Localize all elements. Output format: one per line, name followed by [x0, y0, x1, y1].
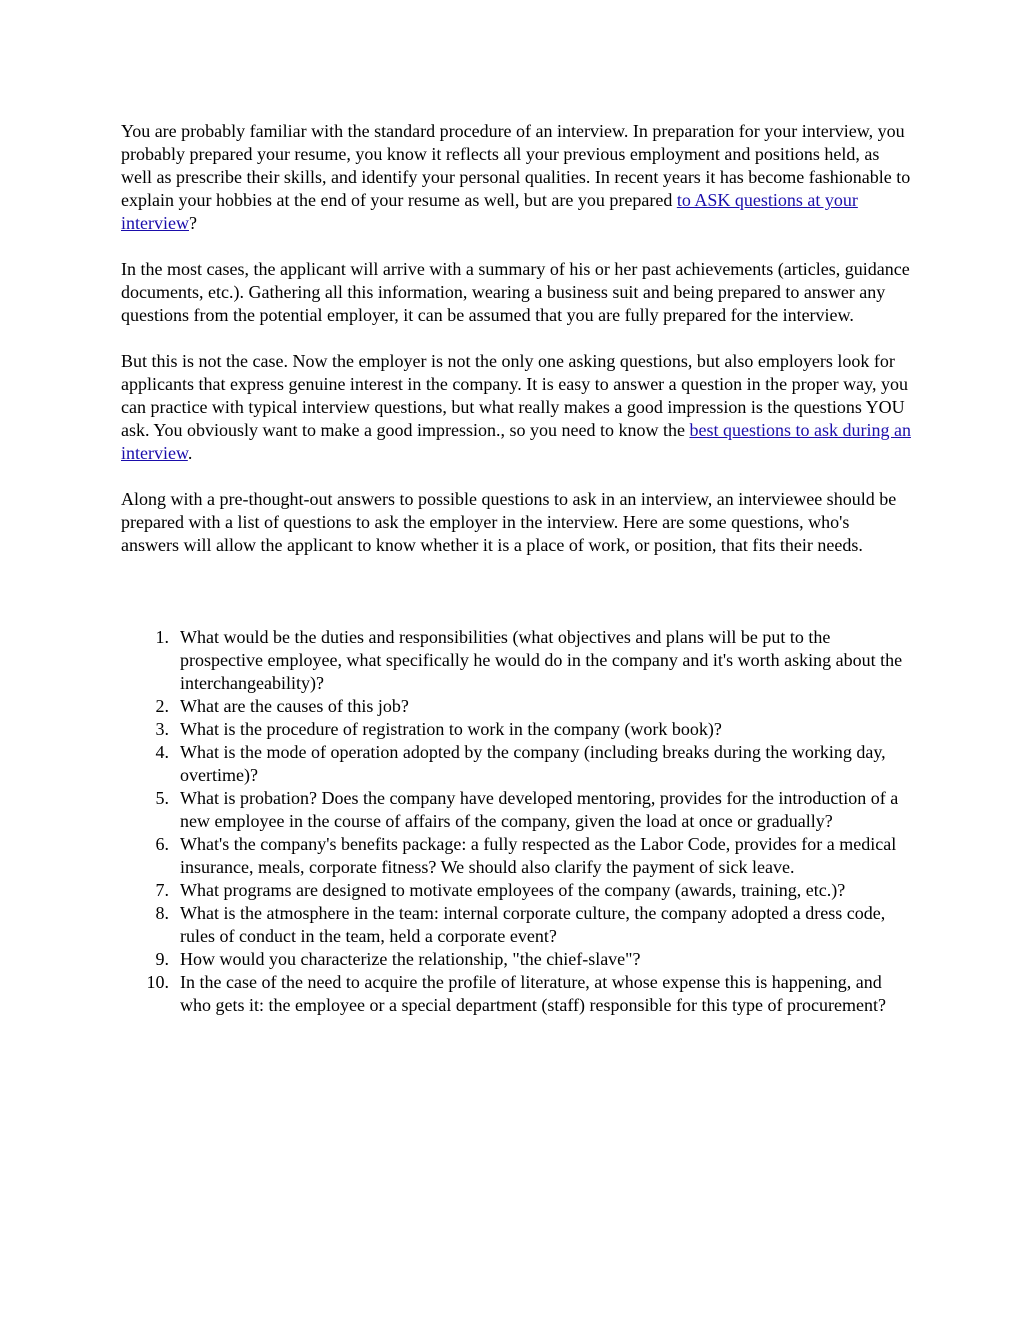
list-item-text: What are the causes of this job?: [180, 696, 409, 716]
list-item: [121, 833, 911, 879]
paragraph-intro-end: ?: [188, 213, 197, 233]
list-item-text: What programs are designed to motivate employees of the company (awards, training, etc.)?: [180, 880, 846, 900]
paragraph-not-the-case-end: .: [187, 443, 193, 463]
list-item: [121, 948, 911, 971]
list-item-text: What is the mode of operation adopted by the company (including breaks during the working day, overtime)?: [180, 742, 886, 785]
list-item-number: 5.: [155, 788, 169, 808]
list-item: [121, 718, 911, 741]
list-item-number: 8.: [155, 903, 169, 923]
list-item: [121, 787, 911, 833]
list-item: [121, 741, 911, 787]
list-item: [121, 902, 911, 948]
paragraph-applicant: In the most cases, the applicant will arrive with a summary of his or her past achievements (articles, guidance documents, etc.). Gathering all this information, wearing a business suit and being prepared to answer any questions from the potential employer, it can be assumed that you are fully prepared for the interview.: [121, 259, 910, 325]
list-item-text: In the case of the need to acquire the profile of literature, at whose expense this is happening, and who gets it: the employee or a special department (staff) responsible for this type of procurement?: [180, 972, 886, 1015]
list-item-text: What is the procedure of registration to work in the company (work book)?: [180, 719, 722, 739]
paragraph-not-the-case: [121, 350, 911, 465]
list-item-number: 7.: [155, 880, 169, 900]
list-item: [121, 626, 911, 695]
list-item-number: 3.: [155, 719, 169, 739]
list-item: [121, 695, 911, 718]
list-item-number: 9.: [155, 949, 169, 969]
list-spacer: [121, 580, 911, 626]
list-item-number: 10.: [146, 972, 169, 992]
list-item-number: 4.: [155, 742, 169, 762]
paragraph-not-the-case-text: But this is not the case. Now the employer is not the only one asking questions, but also employers look for applicants that express genuine interest in the company. It is easy to answer a question in the proper way, you can practice with typical interview questions, but what really makes a good impression is the questions YOU ask. You obviously want to make a good impression., so you need to know the: [121, 351, 908, 440]
list-item-text: What's the company's benefits package: a fully respected as the Labor Code, provides for a medical insurance, meals, corporate fitness? We should also clarify the payment of sick leave.: [180, 834, 897, 877]
document-page: [121, 120, 911, 1017]
list-item-number: 2.: [155, 696, 169, 716]
list-item: [121, 971, 911, 1017]
list-item-text: What would be the duties and responsibilities (what objectives and plans will be put to the prospective employee, what specifically he would do in the company and it's worth asking about the interchangeability)?: [180, 627, 903, 693]
questions-list: [121, 626, 911, 1017]
list-item-text: What is the atmosphere in the team: internal corporate culture, the company adopted a dress code, rules of conduct in the team, held a corporate event?: [180, 903, 886, 946]
list-item-text: What is probation? Does the company have developed mentoring, provides for the introduction of a new employee in the course of affairs of the company, given the load at once or gradually?: [180, 788, 899, 831]
paragraph-intro: [121, 120, 911, 235]
paragraph-along-with: Along with a pre-thought-out answers to possible questions to ask in an interview, an interviewee should be prepared with a list of questions to ask the employer in the interview. Here are some questions, who's answers will allow the applicant to know whether it is a place of work, or position, that fits their needs.: [121, 489, 897, 555]
paragraph-intro-text: You are probably familiar with the standard procedure of an interview. In preparation for your interview, you probably prepared your resume, you know it reflects all your previous employment and positions held, as well as prescribe their skills, and identify your personal qualities. In recent years it has become fashionable to explain your hobbies at the end of your resume as well, but are you prepared: [121, 121, 911, 210]
list-item-number: 1.: [155, 627, 169, 647]
list-item-text: How would you characterize the relationship, "the chief-slave"?: [180, 949, 641, 969]
list-item: [121, 879, 911, 902]
ask-questions-link[interactable]: to ASK questions at your interview: [121, 190, 858, 233]
list-item-number: 6.: [155, 834, 169, 854]
best-questions-link[interactable]: best questions to ask during an interview: [121, 420, 911, 463]
